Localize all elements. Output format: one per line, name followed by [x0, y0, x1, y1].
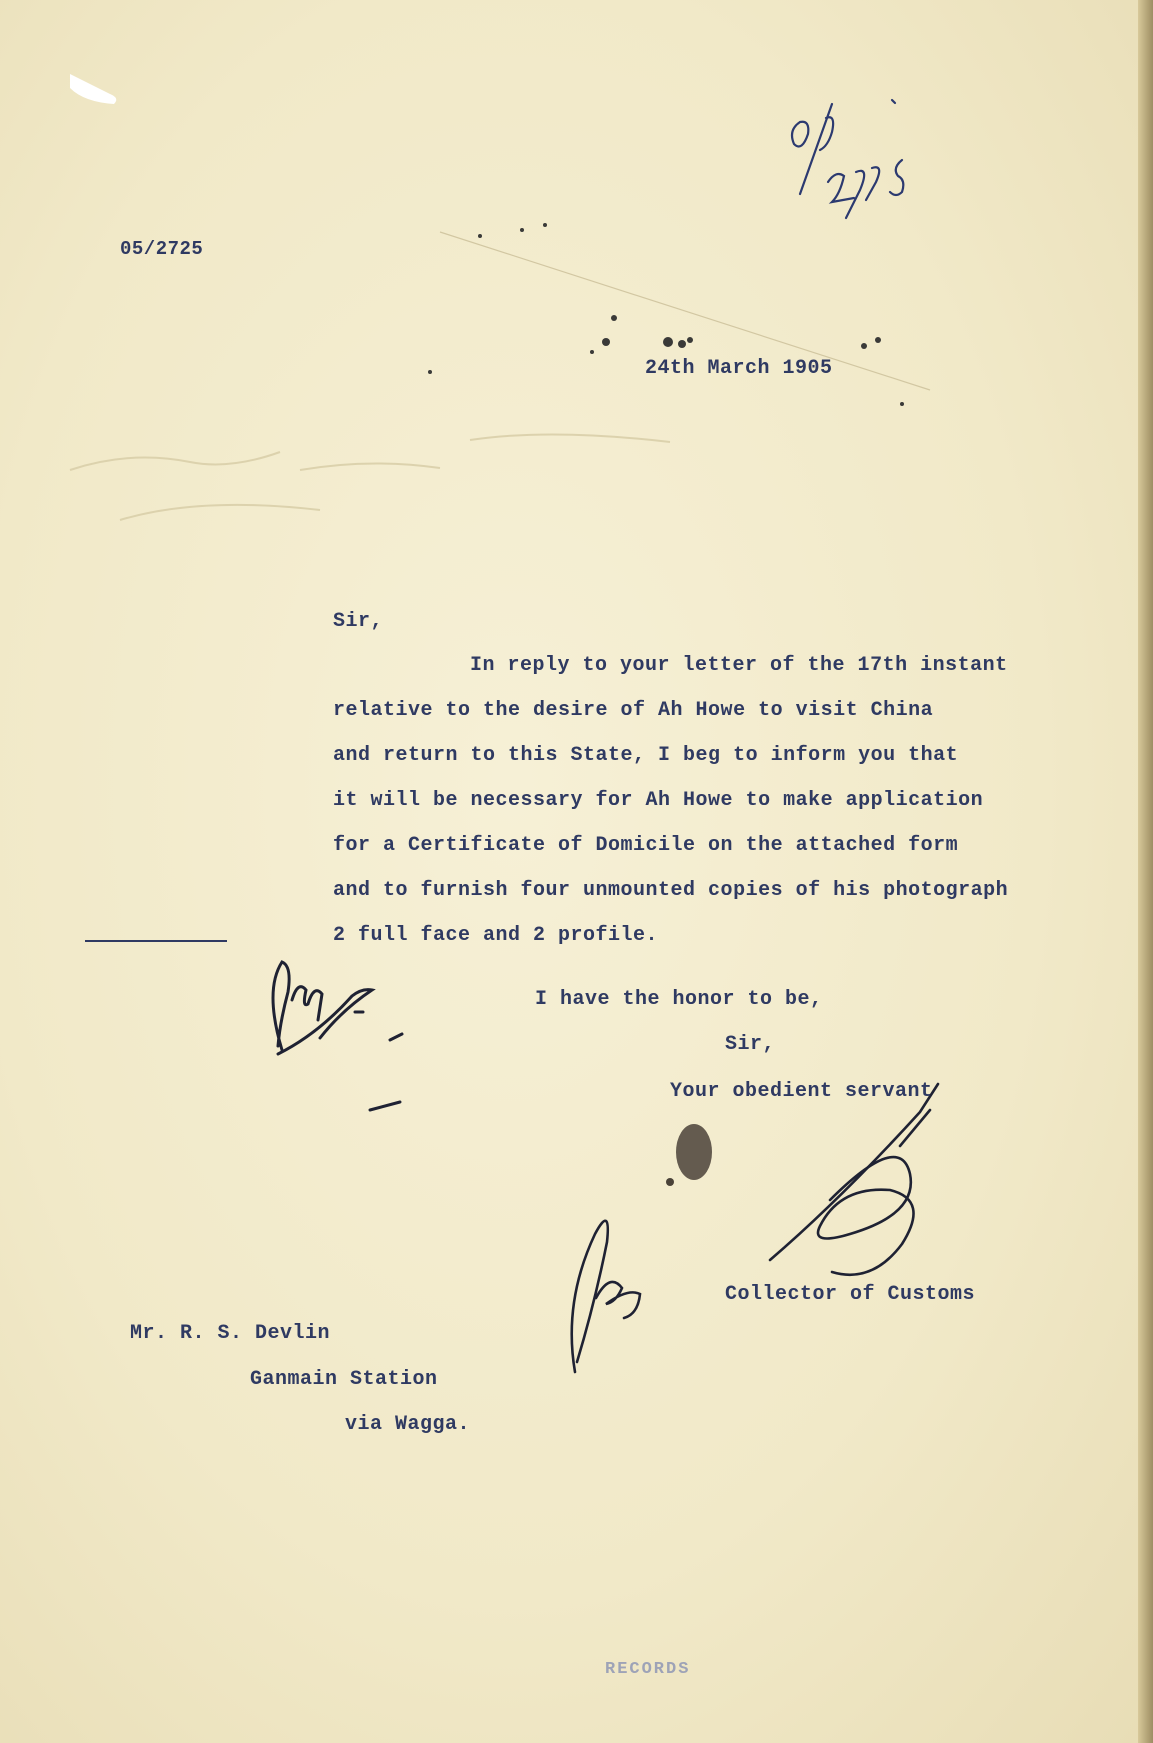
body-line-5: for a Certificate of Domicile on the attached form — [333, 834, 959, 857]
ink-blot — [676, 1124, 712, 1180]
letter-date: 24th March 1905 — [645, 357, 833, 380]
body-line-3: and return to this State, I beg to inform you that — [333, 744, 959, 767]
signature — [572, 1084, 938, 1372]
margin-rule — [85, 940, 227, 942]
body-line-2: relative to the desire of Ah Howe to visit China — [333, 699, 934, 722]
records-stamp: RECORDS — [605, 1660, 691, 1679]
closing-line-3: Your obedient servant — [670, 1080, 933, 1103]
body-line-6: and to furnish four unmounted copies of his photograph — [333, 879, 1009, 902]
closing-line-1: I have the honor to be, — [535, 988, 823, 1011]
reference-number: 05/2725 — [120, 238, 204, 260]
addressee-line-2: Ganmain Station — [250, 1368, 438, 1391]
handwritten-reference — [792, 100, 903, 218]
body-line-4: it will be necessary for Ah Howe to make application — [333, 789, 984, 812]
salutation: Sir, — [333, 610, 384, 633]
faded-pencil-marks — [70, 434, 670, 520]
page-edge — [1138, 0, 1153, 1743]
addressee-line-3: via Wagga. — [345, 1413, 471, 1436]
margin-initials — [273, 962, 402, 1110]
body-line-1: In reply to your letter of the 17th instant — [470, 654, 1008, 677]
addressee-name: Mr. R. S. Devlin — [130, 1322, 331, 1345]
closing-line-2: Sir, — [725, 1033, 776, 1056]
torn-corner-mark — [70, 74, 116, 104]
signatory-title: Collector of Customs — [725, 1283, 976, 1306]
body-line-7: 2 full face and 2 profile. — [333, 924, 659, 947]
